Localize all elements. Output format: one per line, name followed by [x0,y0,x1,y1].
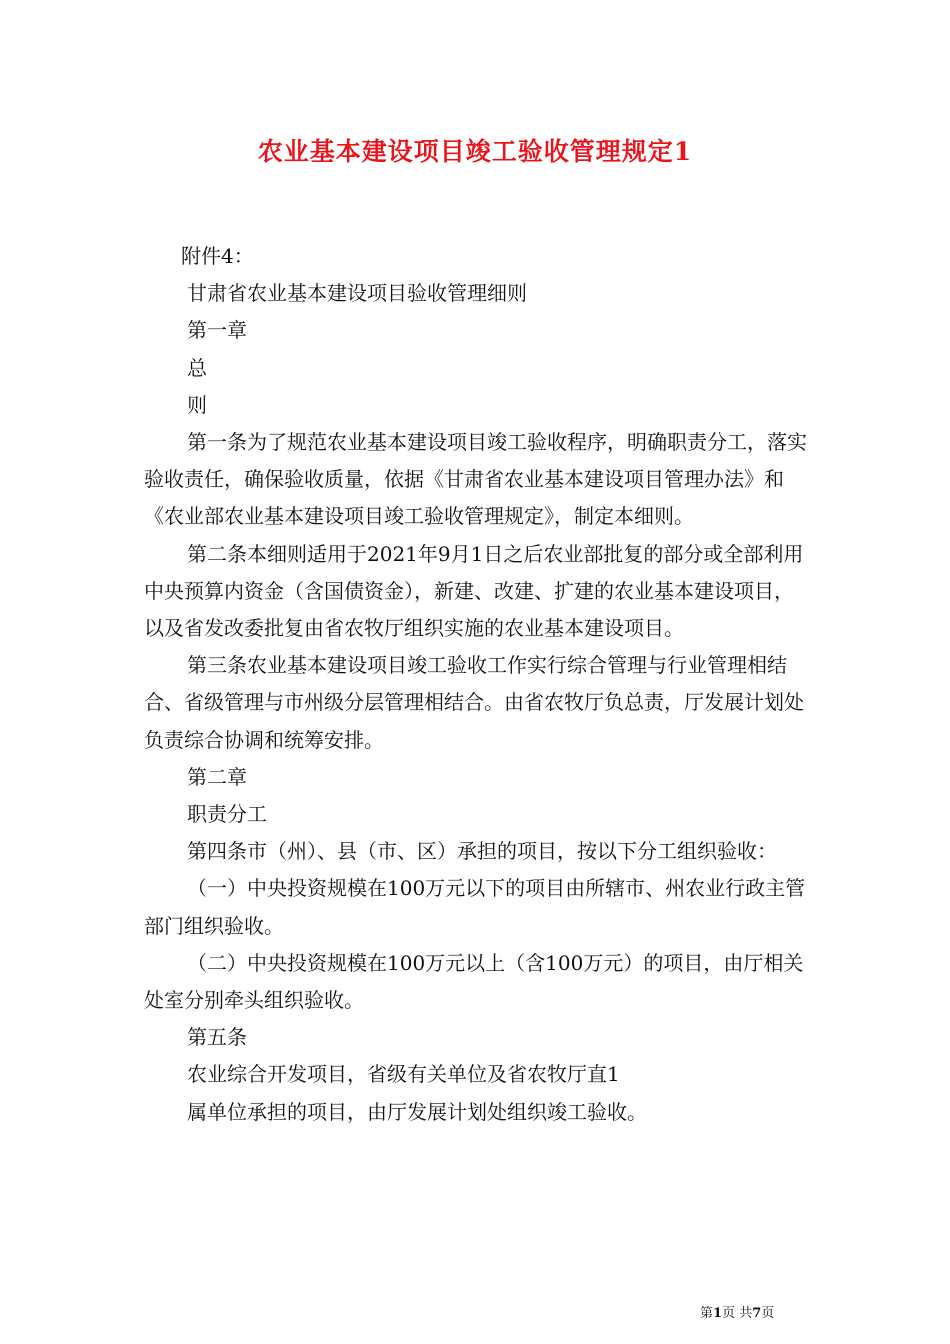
attachment-label: 附件4： [181,244,254,268]
footer-prefix: 第 [700,1306,714,1321]
current-page-number: 1 [713,1306,723,1321]
article-four: 第四条市（州）、县（市、区）承担的项目，按以下分工组织验收： [187,839,777,864]
document-body [144,238,812,1131]
footer-suffix: 页 [761,1306,775,1321]
article-five-heading: 第五条 [187,1025,247,1050]
rules-title: 甘肃省农业基本建设项目验收管理细则 [187,281,527,306]
footer-middle: 页 共 [722,1306,753,1321]
article-two: 第二条本细则适用于2021年9月1日之后农业部批复的部分或全部利用中央预算内资金（含国债资金），新建、改建、扩建的农业基本建设项目，以及省发改委批复由省农牧厅组织实施的农业基本建设项目。 [144,541,804,641]
chapter-two-heading: 第二章 [187,764,247,789]
article-five-line-1: 农业综合开发项目，省级有关单位及省农牧厅直1 [187,1062,620,1087]
article-four-item-one: （一）中央投资规模在100万元以下的项目由所辖市、州农业行政主管部门组织验收。 [144,876,806,938]
chapter-one-title-char-2: 则 [187,392,207,417]
total-pages-number: 7 [752,1306,762,1321]
article-three: 第三条农业基本建设项目竣工验收工作实行综合管理与行业管理相结合、省级管理与市州级分层管理相结合。由省农牧厅负总责，厅发展计划处负责综合协调和统筹安排。 [144,653,804,752]
article-four-item-two: （二）中央投资规模在100万元以上（含100万元）的项目，由厅相关处室分别牵头组织验收。 [144,950,804,1013]
page-footer [700,1302,774,1321]
document-title: 农业基本建设项目竣工验收管理规定1 [257,137,693,166]
article-one: 第一条为了规范农业基本建设项目竣工验收程序，明确职责分工，落实验收责任，确保验收质量，依据《甘肃省农业基本建设项目管理办法》和《农业部农业基本建设项目竣工验收管理规定》，制定本细则。 [144,430,807,529]
article-five-line-2: 属单位承担的项目，由厅发展计划处组织竣工验收。 [187,1099,647,1124]
chapter-one-heading: 第一章 [187,318,247,343]
chapter-two-title: 职责分工 [187,802,267,827]
chapter-one-title-char-1: 总 [187,355,207,380]
